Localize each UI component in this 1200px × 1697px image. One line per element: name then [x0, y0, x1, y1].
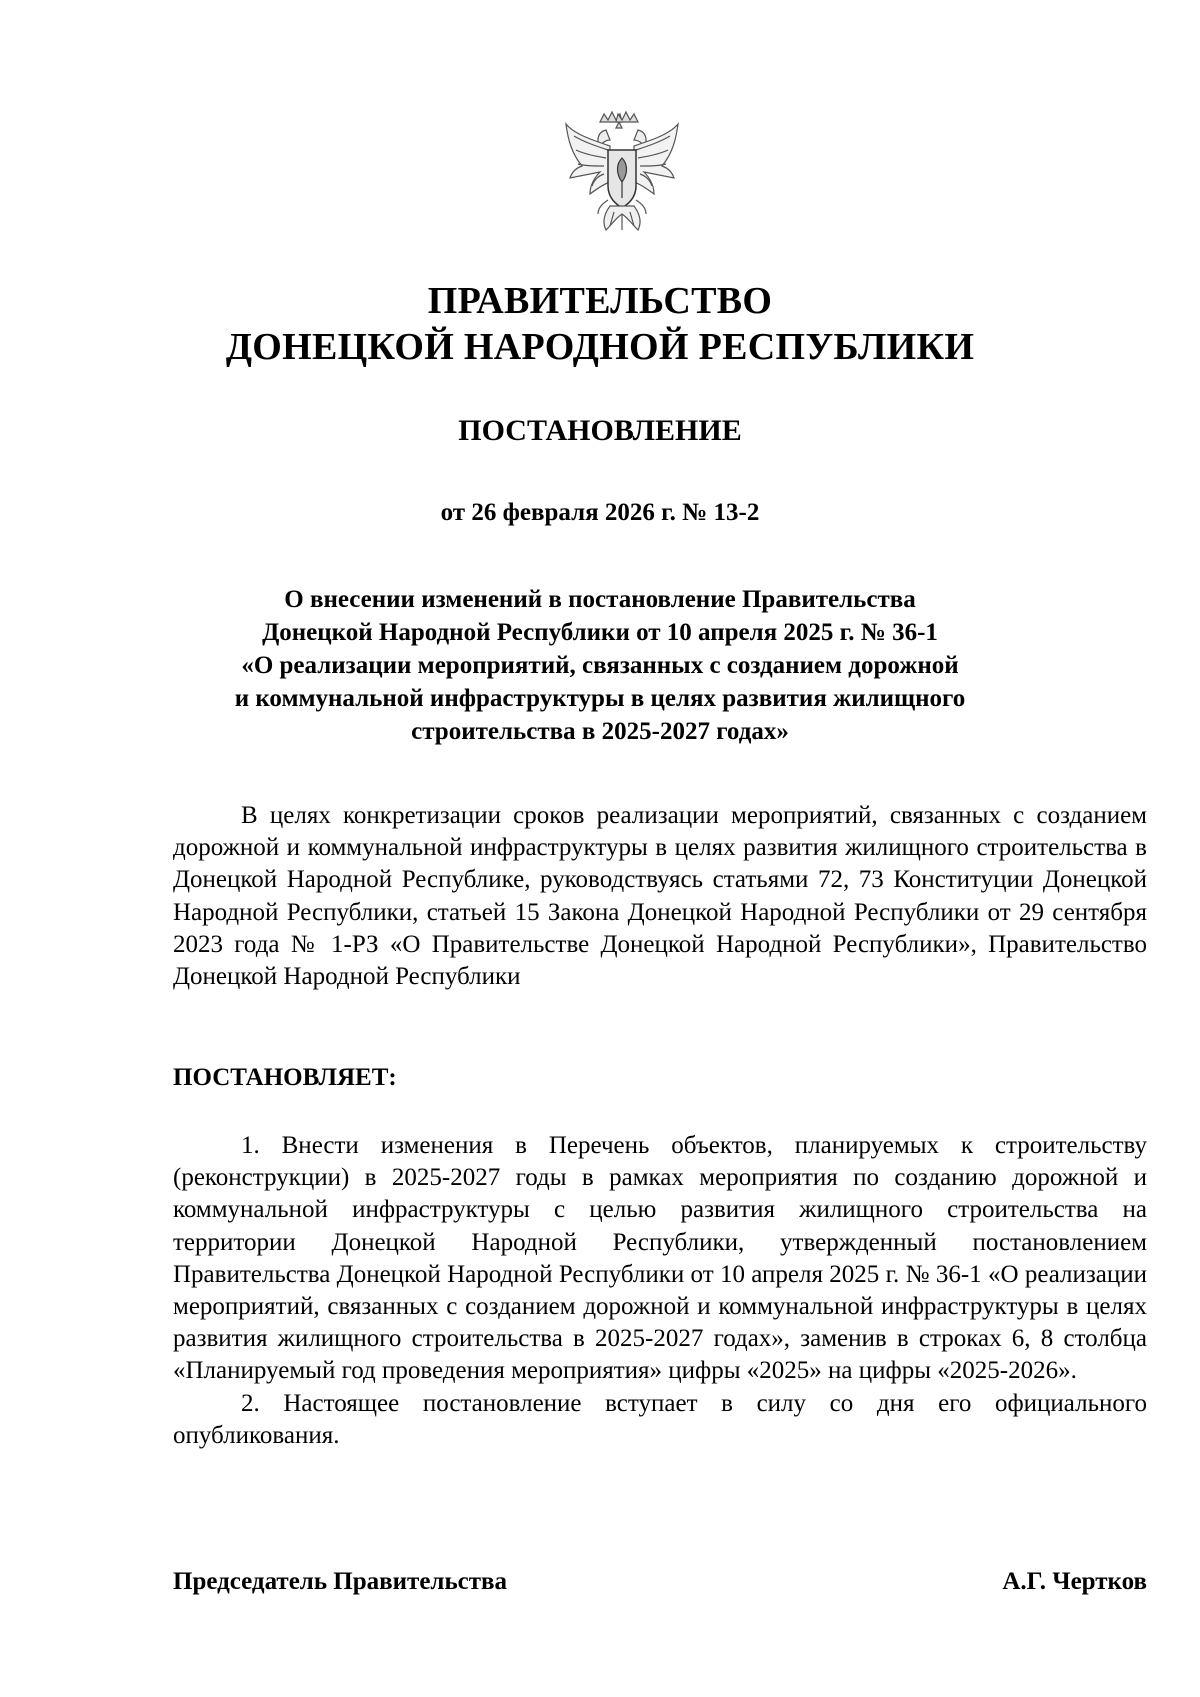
preamble-paragraph	[173, 800, 1147, 993]
government-name-line-2: ДОНЕЦКОЙ НАРОДНОЙ РЕСПУБЛИКИ	[225, 326, 975, 368]
signatory-name: А.Г. Чертков	[1002, 1568, 1147, 1595]
document-type-heading: ПОСТАНОВЛЕНИЕ	[458, 414, 742, 447]
preamble-text: В целях конкретизации сроков реализации мероприятий, связанных с созданием дорожной и коммунальной инфраструктуры в целях развития жилищного строительства в Донецкой Народной Республике, руководствуясь статьями 72, 73 Конституции Донецкой Народной Республики, статьей 15 Закона Донецкой Народной Республики от 29 сентября 2023 года № 1-РЗ «О Правительстве Донецкой Народной Республики», Правительство Донецкой Народной Республики	[173, 802, 1147, 991]
government-name-line-1: ПРАВИТЕЛЬСТВО	[427, 280, 773, 322]
resolution-item-2-text: 2. Настоящее постановление вступает в силу со дня его официального опубликования.	[173, 1390, 1147, 1450]
resolves-label: ПОСТАНОВЛЯЕТ:	[173, 1064, 397, 1091]
signatory-role: Председатель Правительства	[173, 1568, 508, 1595]
subject-line: и коммунальной инфраструктуры в целях развития жилищного	[234, 685, 966, 712]
resolution-item-1-text: 1. Внести изменения в Перечень объектов, планируемых к строительству (реконструкции) в 2025-2027 годы в рамках мероприятия по созданию дорожной и коммунальной инфраструктуры с целью развития жилищного строительства на территории Донецкой Народной Республики, утвержденный постановлением Правительства Донецкой Народной Республики от 10 апреля 2025 г. № 36-1 «О реализации мероприятий, связанных с созданием дорожной и коммунальной инфраструктуры в целях развития жилищного строительства в 2025-2027 годах», заменив в строках 6, 8 столбца «Планируемый год проведения мероприятия» цифры «2025» на цифры «2025-2026».	[173, 1132, 1147, 1385]
subject-line: «О реализации мероприятий, связанных с созданием дорожной	[241, 652, 959, 679]
document-date-number: от 26 февраля 2026 г. № 13-2	[440, 499, 760, 526]
dpr-double-headed-eagle-emblem-icon	[562, 110, 682, 250]
document-subject	[160, 583, 1040, 748]
resolution-item-2	[173, 1388, 1147, 1452]
resolution-item-1	[173, 1130, 1147, 1388]
subject-line: О внесении изменений в постановление Правительства	[284, 586, 916, 613]
subject-line: строительства в 2025-2027 годах»	[411, 718, 789, 745]
subject-line: Донецкой Народной Республики от 10 апреля 2025 г. № 36-1	[262, 619, 938, 646]
